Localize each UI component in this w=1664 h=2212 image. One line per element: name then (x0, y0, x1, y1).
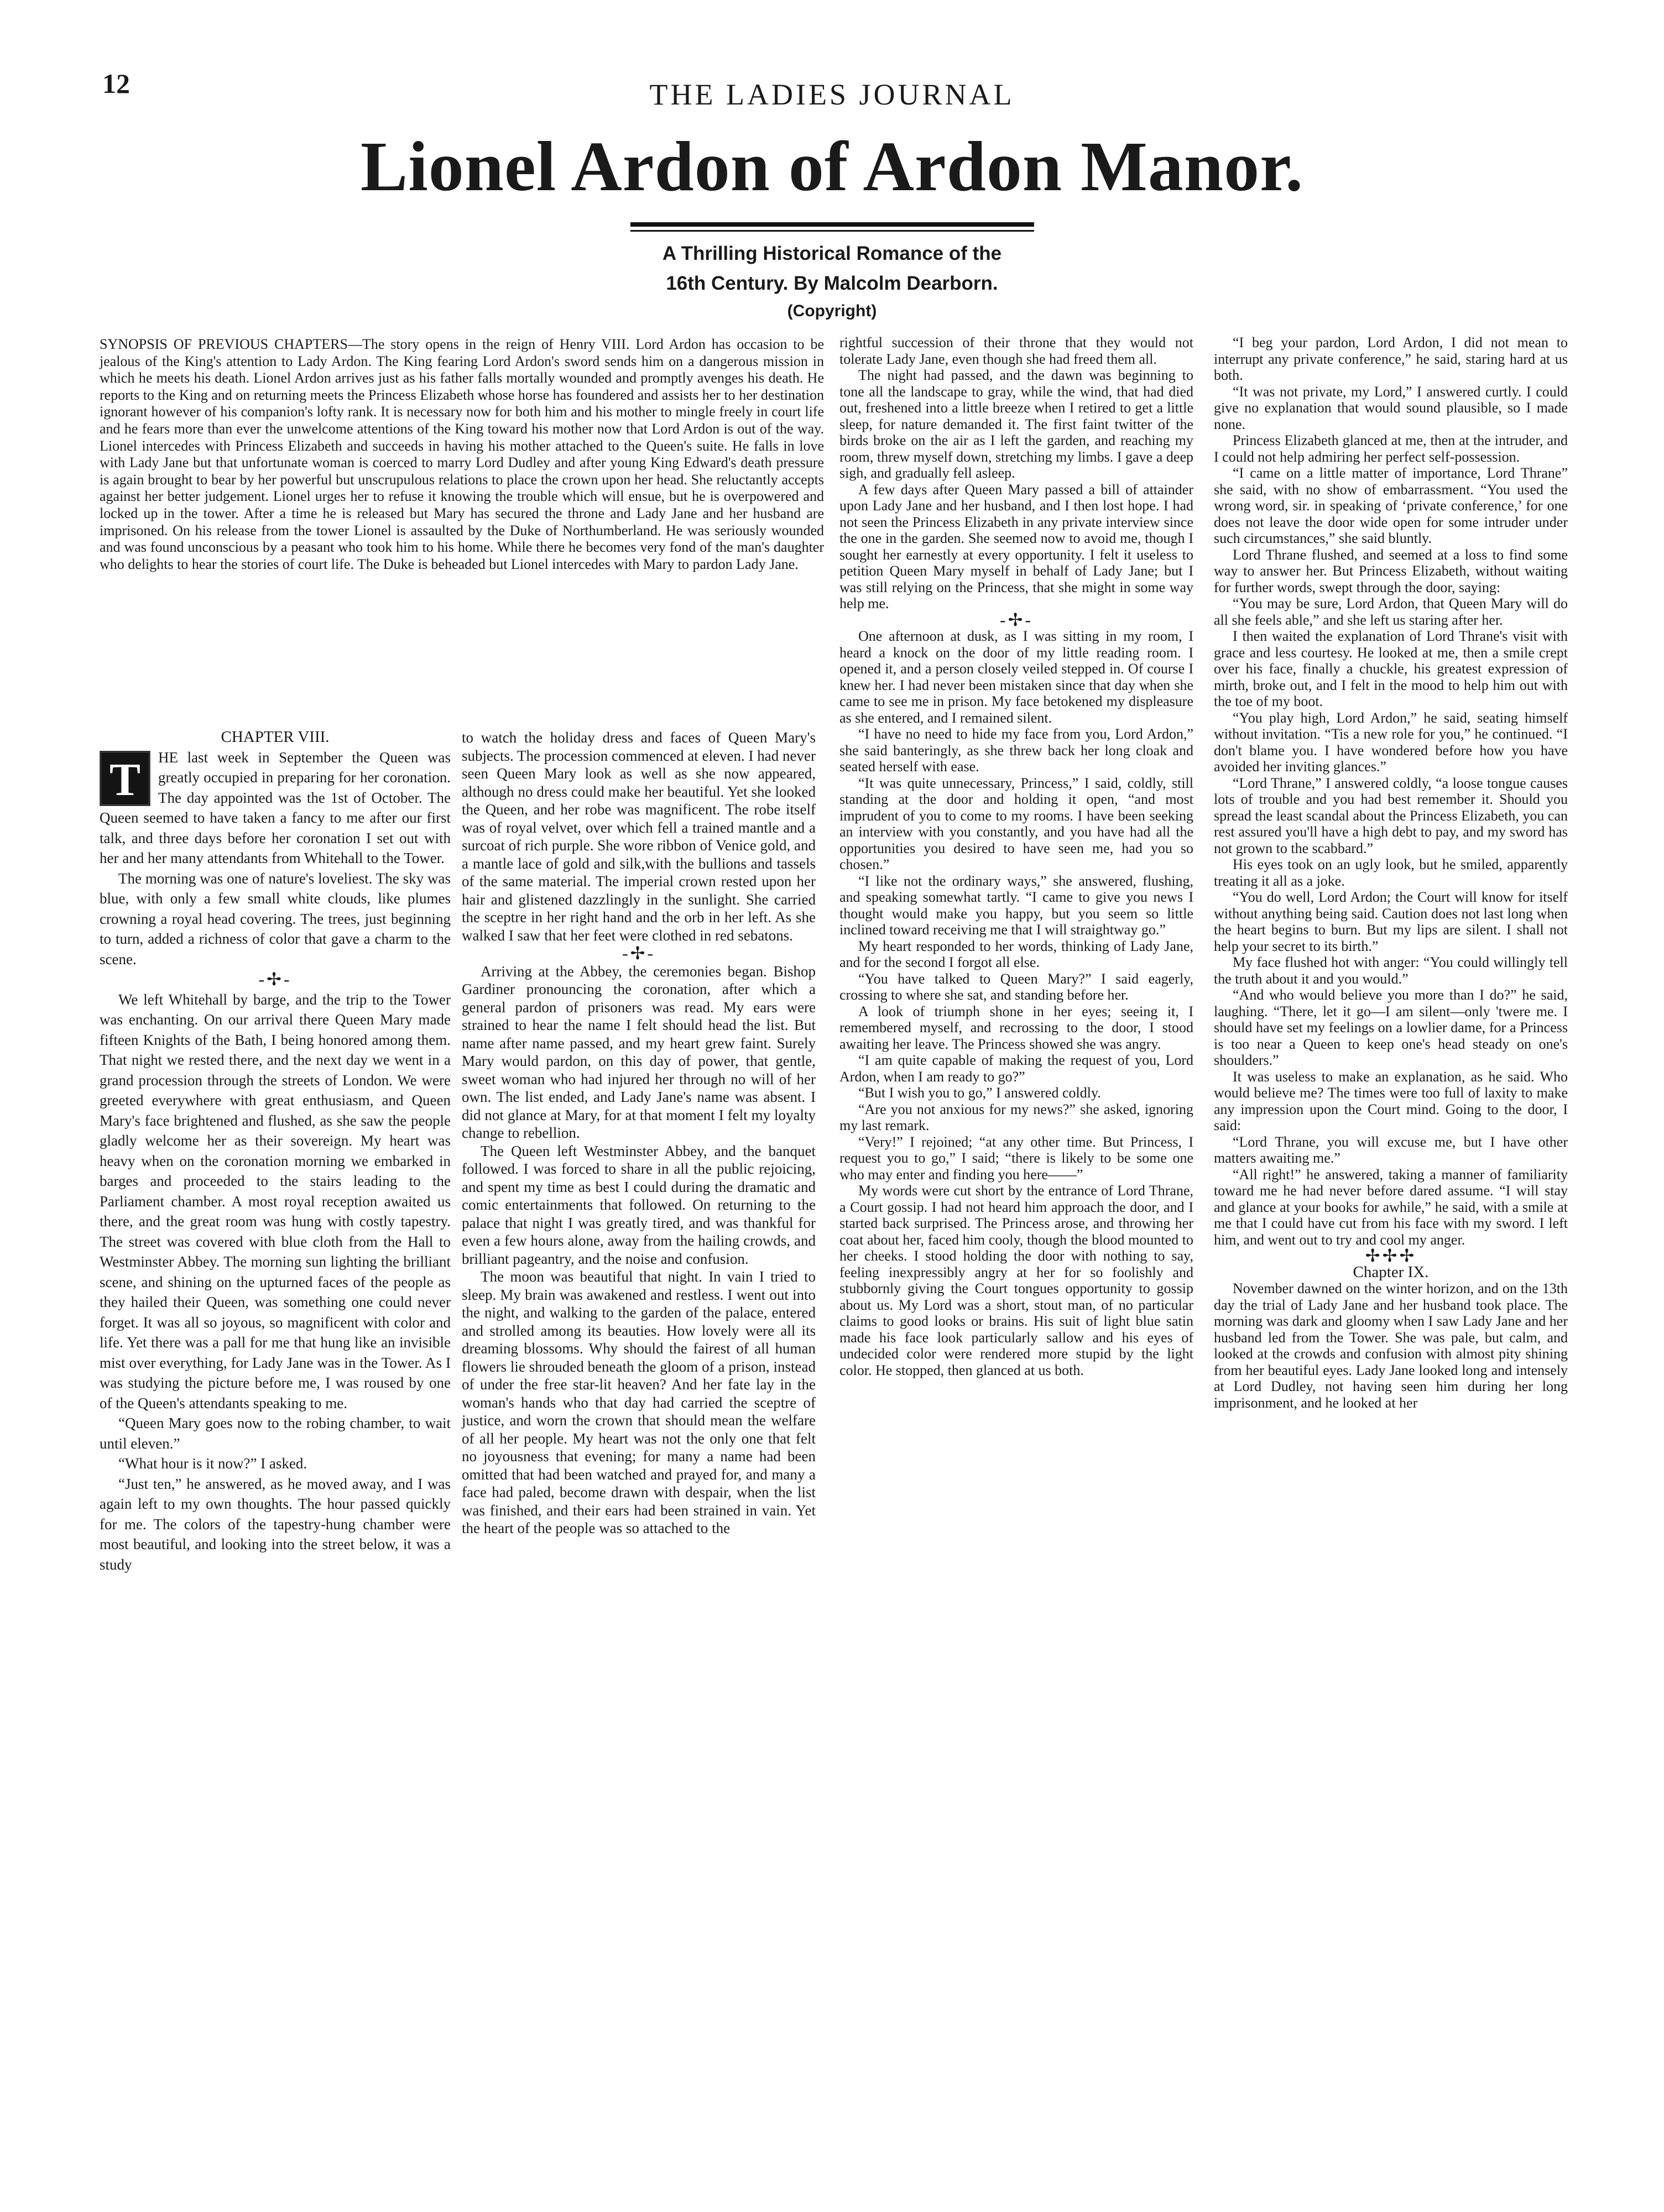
paragraph: A look of triumph shone in her eyes; seeing it, I remembered myself, and recrossing to the door, I stood awaiting her leave. The Princess showed she was angry. (839, 1003, 1193, 1052)
paragraph: Lord Thrane flushed, and seemed at a loss to find some way to answer her. But Princess Elizabeth, without waiting for further words, swept through the door, saying: (1214, 546, 1568, 595)
paragraph: “I like not the ordinary ways,” she answered, flushing, and speaking somewhat tartly. “I came to give you news I thought would make you happy, but you seem so little inclined toward receiving me that I will straightway go.” (839, 872, 1193, 938)
paragraph: His eyes took on an ugly look, but he smiled, apparently treating it all as a joke. (1214, 856, 1568, 889)
title-rule-thick (630, 222, 1034, 227)
paragraph: The morning was one of nature's loveliest. The sky was blue, with only a few small white clouds, like plumes crowning a royal head covering. The trees, just beginning to turn, added a richness of color that gave a charm to the scene. (100, 870, 451, 968)
paragraph: “You have talked to Queen Mary?” I said eagerly, crossing to where she sat, and standing before her. (839, 970, 1193, 1003)
subtitle-line-2: 16th Century. By Malcolm Dearborn. (666, 273, 998, 294)
paragraph: “I have no need to hide my face from you, Lord Ardon,” she said banteringly, as she threw back her long cloak and seated herself with ease. (839, 726, 1193, 775)
paragraph: “I am quite capable of making the request of you, Lord Ardon, when I am ready to go?” (839, 1052, 1193, 1085)
paragraph: My heart responded to her words, thinking of Lady Jane, and for the second I forgot all else. (839, 938, 1193, 970)
paragraph: “You do well, Lord Ardon; the Court will know for itself without anything being said. Caution does not last long when the heart begins to burn. But my lips are silent. I shall not help your secret to its birth.” (1214, 889, 1568, 954)
column-1 (100, 727, 451, 1575)
paragraph: “What hour is it now?” I asked. (118, 1455, 307, 1472)
chapter-heading: Chapter IX. (1353, 1263, 1429, 1281)
copyright-notice: (Copyright) (787, 302, 877, 320)
paragraph: “I beg your pardon, Lord Ardon, I did not mean to interrupt any private conference,” he said, staring hard at us both. (1214, 334, 1568, 383)
paragraph: to watch the holiday dress and faces of Queen Mary's subjects. The procession commenced at eleven. I had never seen Queen Mary look as well as she now appeared, although no dress could make her beautiful. Yet she looked the Queen, and her robe was magnificent. The robe itself was of royal velvet, over which fell a trained mantle and a surcoat of rich purple. She wore ribbon of Venice gold, and a mantle lace of gold and silk,with the bullions and tassels of the same material. The imperial crown rested upon her hair and glistened dazzlingly in the sunlight. She carried the sceptre in her right hand and the orb in her left. As she walked I saw that her feet were clothed in red sebatons. (462, 729, 816, 944)
subtitle-line-1: A Thrilling Historical Romance of the (662, 243, 1002, 264)
journal-title: THE LADIES JOURNAL (649, 78, 1015, 111)
paragraph: My words were cut short by the entrance of Lord Thrane, a Court gossip. I had not heard him approach the door, and I started back surprised. The Princess arose, and throwing her coat about her, faced him cooly, though the blood mounted to her cheeks. I stood holding the door with nothing to say, feeling inexpressibly angry at her for so foolishly and stubbornly giving the Court tongues opportunity to gossip about us. My Lord was a short, stout man, of no particular claims to good looks or brains. His suit of light blue satin made his face look particularly sallow and his eyes of undecided color were rendered more stupid by the light color. He stopped, then glanced at us both. (839, 1183, 1193, 1378)
column-2 (462, 729, 816, 1538)
title-rule-thin (630, 230, 1034, 232)
section-ornament: ✢✢✢ (1365, 1246, 1417, 1266)
paragraph: I then waited the explanation of Lord Thrane's visit with grace and less courtesy. He looked at me, then a smile crept over his face, finally a chuckle, his greatest expression of mirth, broke out, and I felt in the mood to help him out with the toe of my boot. (1214, 628, 1568, 709)
opening-paragraph: T HE last week in September the Queen was greatly occupied in preparing for her coronation. The day appointed was the 1st of October. The Queen seemed to have taken a fancy to me after our first talk, and three days before her coronation I set out with her and her many attendants from Whitehall to the Tower. (100, 749, 451, 866)
paragraph: “Queen Mary goes now to the robing chamber, to wait until eleven.” (100, 1415, 451, 1452)
paragraph: “Lord Thrane, you will excuse me, but I have other matters awaiting me.” (1214, 1133, 1568, 1166)
paragraph: November dawned on the winter horizon, and on the 13th day the trial of Lady Jane and her husband took place. The morning was dark and gloomy when I saw Lady Jane and her husband led from the Tower. She was pale, but calm, and looked at the crowds and confusion with almost pity shining from her beautiful eyes. Lady Jane looked long and intensely at Lord Dudley, not having seen him during her long imprisonment, and he looked at her (1214, 1280, 1568, 1411)
subtitle (387, 239, 1277, 299)
paragraph: Princess Elizabeth glanced at me, then at the intruder, and I could not help admiring her perfect self-possession. (1214, 432, 1568, 465)
paragraph: The night had passed, and the dawn was beginning to tone all the landscape to gray, while the wind, that had died out, freshened into a little breeze when I retired to get a little sleep, for nature demanded it. The first faint twitter of the birds broke on the air as I left the garden, and reaching my room, threw myself down, stretching my limbs. I gave a deep sigh, and gradually fell asleep. (839, 367, 1193, 481)
paragraph: “You may be sure, Lord Ardon, that Queen Mary will do all she feels able,” and she left us staring after her. (1214, 595, 1568, 628)
chapter-heading: CHAPTER VIII. (221, 728, 330, 746)
paragraph: The Queen left Westminster Abbey, and the banquet followed. I was forced to share in all the public rejoicing, and spent my time as best I could during the dramatic and comic entertainments that followed. On returning to the palace that night I was greatly tired, and was thankful for even a few hours alone, away from the hailing crowds, and brilliant pageantry, and the noise and confusion. (462, 1142, 816, 1267)
story-title: Lionel Ardon of Ardon Manor. (360, 127, 1304, 206)
paragraph: “All right!” he answered, taking a manner of familiarity toward me he had never before dared assume. “I will stay and glance at your books for awhile,” he said, with a smile at me that I could have cut from his face with my sword. I left him, and went out to try and cool my anger. (1214, 1166, 1568, 1248)
paragraph: “But I wish you to go,” I answered coldly. (858, 1085, 1101, 1101)
paragraph: Arriving at the Abbey, the ceremonies began. Bishop Gardiner pronouncing the coronation, after which a general pardon of prisoners was read. My ears were strained to hear the name I felt should head the list. But name after name passed, and my heart grew faint. Surely Mary would pardon, on this day of power, that gentle, sweet woman who had injured her through no will of her own. The list ended, and Lady Jane's name was absent. I did not glance at Mary, for at that moment I felt my loyalty change to rebellion. (462, 963, 816, 1141)
paragraph: One afternoon at dusk, as I was sitting in my room, I heard a knock on the door of my little reading room. I opened it, and a person closely veiled stepped in. Of course I knew her. I had never been mistaken since that day when she came to see me in prison. My face betokened my displeasure as she entered, and I remained silent. (839, 628, 1193, 726)
paragraph: “Lord Thrane,” I answered coldly, “a loose tongue causes lots of trouble and you had best remember it. Should you spread the least scandal about the Princess Elizabeth, you can rest assured you'll have a high debt to pay, and my sword has not grown to the scabbard.” (1214, 775, 1568, 856)
paragraph: “It was not private, my Lord,” I answered curtly. I could give no explanation that would sound plausible, so I made none. (1214, 383, 1568, 432)
section-ornament: -✢- (258, 969, 292, 989)
drop-cap: T (100, 751, 150, 806)
paragraph: “And who would believe you more than I do?” he said, laughing. “There, let it go—I am silent—only 'twere me. I should have set my feelings on a lowlier dame, for a Princess is too near a Queen to keep one's head steady on one's shoulders.” (1214, 987, 1568, 1068)
paragraph: A few days after Queen Mary passed a bill of attainder upon Lady Jane and her husband, and I then lost hope. I had not seen the Princess Elizabeth in any private interview since the one in the garden. She seemed now to avoid me, though I sought her earnestly at every opportunity. I felt it useless to petition Queen Mary myself in behalf of Lady Jane; but I was still relying on the Princess, that she might in some way help me. (839, 481, 1193, 611)
paragraph: “You play high, Lord Ardon,” he said, seating himself without invitation. “Tis a new role for you,” he continued. “I don't blame you. I have wondered before how you have avoided her inviting glances.” (1214, 709, 1568, 775)
paragraph: “Are you not anxious for my news?” she asked, ignoring my last remark. (839, 1101, 1193, 1133)
paragraph: “It was quite unnecessary, Princess,” I said, coldly, still standing at the door and holding it open, “and most imprudent of you to come to my rooms. I have been seeking an interview with you constantly, and you have had all the opportunities you desired to have seen me, had you so chosen.” (839, 775, 1193, 872)
column-4 (1214, 334, 1568, 1411)
paragraph: “Just ten,” he answered, as he moved away, and I was again left to my own thoughts. The hour passed quickly for me. The colors of the tapestry-hung chamber were most beautiful, and looking into the street below, it was a study (100, 1475, 451, 1573)
paragraph: rightful succession of their throne that they would not tolerate Lady Jane, even though she had freed them all. (839, 334, 1193, 367)
page-number: 12 (102, 68, 130, 99)
paragraph: The moon was beautiful that night. In vain I tried to sleep. My brain was awakened and restless. I went out into the night, and walking to the garden of the palace, entered and strolled among its beauties. How lovely were all its dreaming blossoms. Why should the fairest of all human flowers lie shrouded beneath the gloom of a prison, instead of under the free star-lit heaven? And her fate lay in the woman's hands who that day had carried the sceptre of justice, and worn the crown that should mean the welfare of all her people. My heart was not the only one that felt no joyousness that evening; for many a name had been omitted that had been watched and prayed for, and many a face had paled, become drawn with despair, when the list was finished, and their ears had been strained in vain. Yet the heart of the people was so attached to the (462, 1268, 816, 1536)
paragraph: We left Whitehall by barge, and the trip to the Tower was enchanting. On our arrival there Queen Mary made fifteen Knights of the Bath, I being honored among them. That night we rested there, and the next day we went in a grand procession through the streets of London. We were greeted everywhere with great enthusiasm, and Queen Mary's face brightened and flushed, as she saw the people gladly welcome her as their sovereign. My heart was heavy when on the coronation morning we embarked in barges and proceeded to the stairs leading to the Parliament chamber. A most royal reception awaited us there, and the great room was hung with costly tapestry. The street was covered with blue cloth from the Hall to Westminster Abbey. The morning sun lighting the brilliant scene, and shining on the upturned faces of the people as they hailed their Queen, was something one could never forget. It was all so joyous, so magnificent with color and life. Yet there was a pall for me that hung like an invisible mist over everything, for Lady Jane was in the Tower. As I was studying the picture before me, I was roused by one of the Queen's attendants speaking to me. (100, 991, 451, 1411)
paragraph: My face flushed hot with anger: “You could willingly tell the truth about it and you would.” (1214, 954, 1568, 987)
column-3 (839, 334, 1193, 1378)
paragraph: It was useless to make an explanation, as he said. Who would believe me? The times were too full of laxity to make any impression upon the Court mind. Going to the door, I said: (1214, 1068, 1568, 1133)
synopsis: SYNOPSIS OF PREVIOUS CHAPTERS—The story opens in the reign of Henry VIII. Lord Ardon has occasion to be jealous of the King's attention to Lady Ardon. The King fearing Lord Ardon's sword sends him on a dangerous mission in which he meets his death. Lionel Ardon arrives just as his father falls mortally wounded and promptly avenges his death. He reports to the King and on returning meets the Princess Elizabeth whose horse has foundered and assists her to her destination ignorant however of his companion's lofty rank. It is necessary now for both him and his mother to mingle freely in court life and he fears more than ever the unwelcome attentions of the King toward his mother now that Lord Ardon is out of the way. Lionel intercedes with Princess Elizabeth and succeeds in having his mother attached to the Queen's suite. He falls in love with Lady Jane but that unfortunate woman is coerced to marry Lord Dudley and after young King Edward's death pressure is again brought to bear by her powerful but unscrupulous relations to place the crown upon her head. She reluctantly accepts against her better judgement. Lionel urges her to refuse it knowing the trouble which will ensue, but he is overpowered and locked up in the tower. After a time he is released but Mary has secured the throne and Lady Jane and her husband are imprisoned. On his release from the tower Lionel is assaulted by the Duke of Northumberland. He was seriously wounded and was found unconscious by a peasant who took him to his home. While there he becomes very fond of the man's daughter who delights to hear the stories of court life. The Duke is beheaded but Lionel intercedes with Mary to pardon Lady Jane. (100, 336, 824, 572)
paragraph: “Very!” I rejoined; “at any other time. But Princess, I request you to go,” I said; “there is likely to be some one who may enter and finding you here——” (839, 1133, 1193, 1183)
section-ornament: -✢- (999, 609, 1034, 630)
section-ornament: -✢- (622, 943, 656, 963)
paragraph: “I came on a little matter of importance, Lord Thrane” she said, with no show of embarrassment. “You used the wrong word, sir. in speaking of ‘private conference,’ for one does not leave the door wide open for some intruder under such circumstances,” she said bluntly. (1214, 465, 1568, 546)
